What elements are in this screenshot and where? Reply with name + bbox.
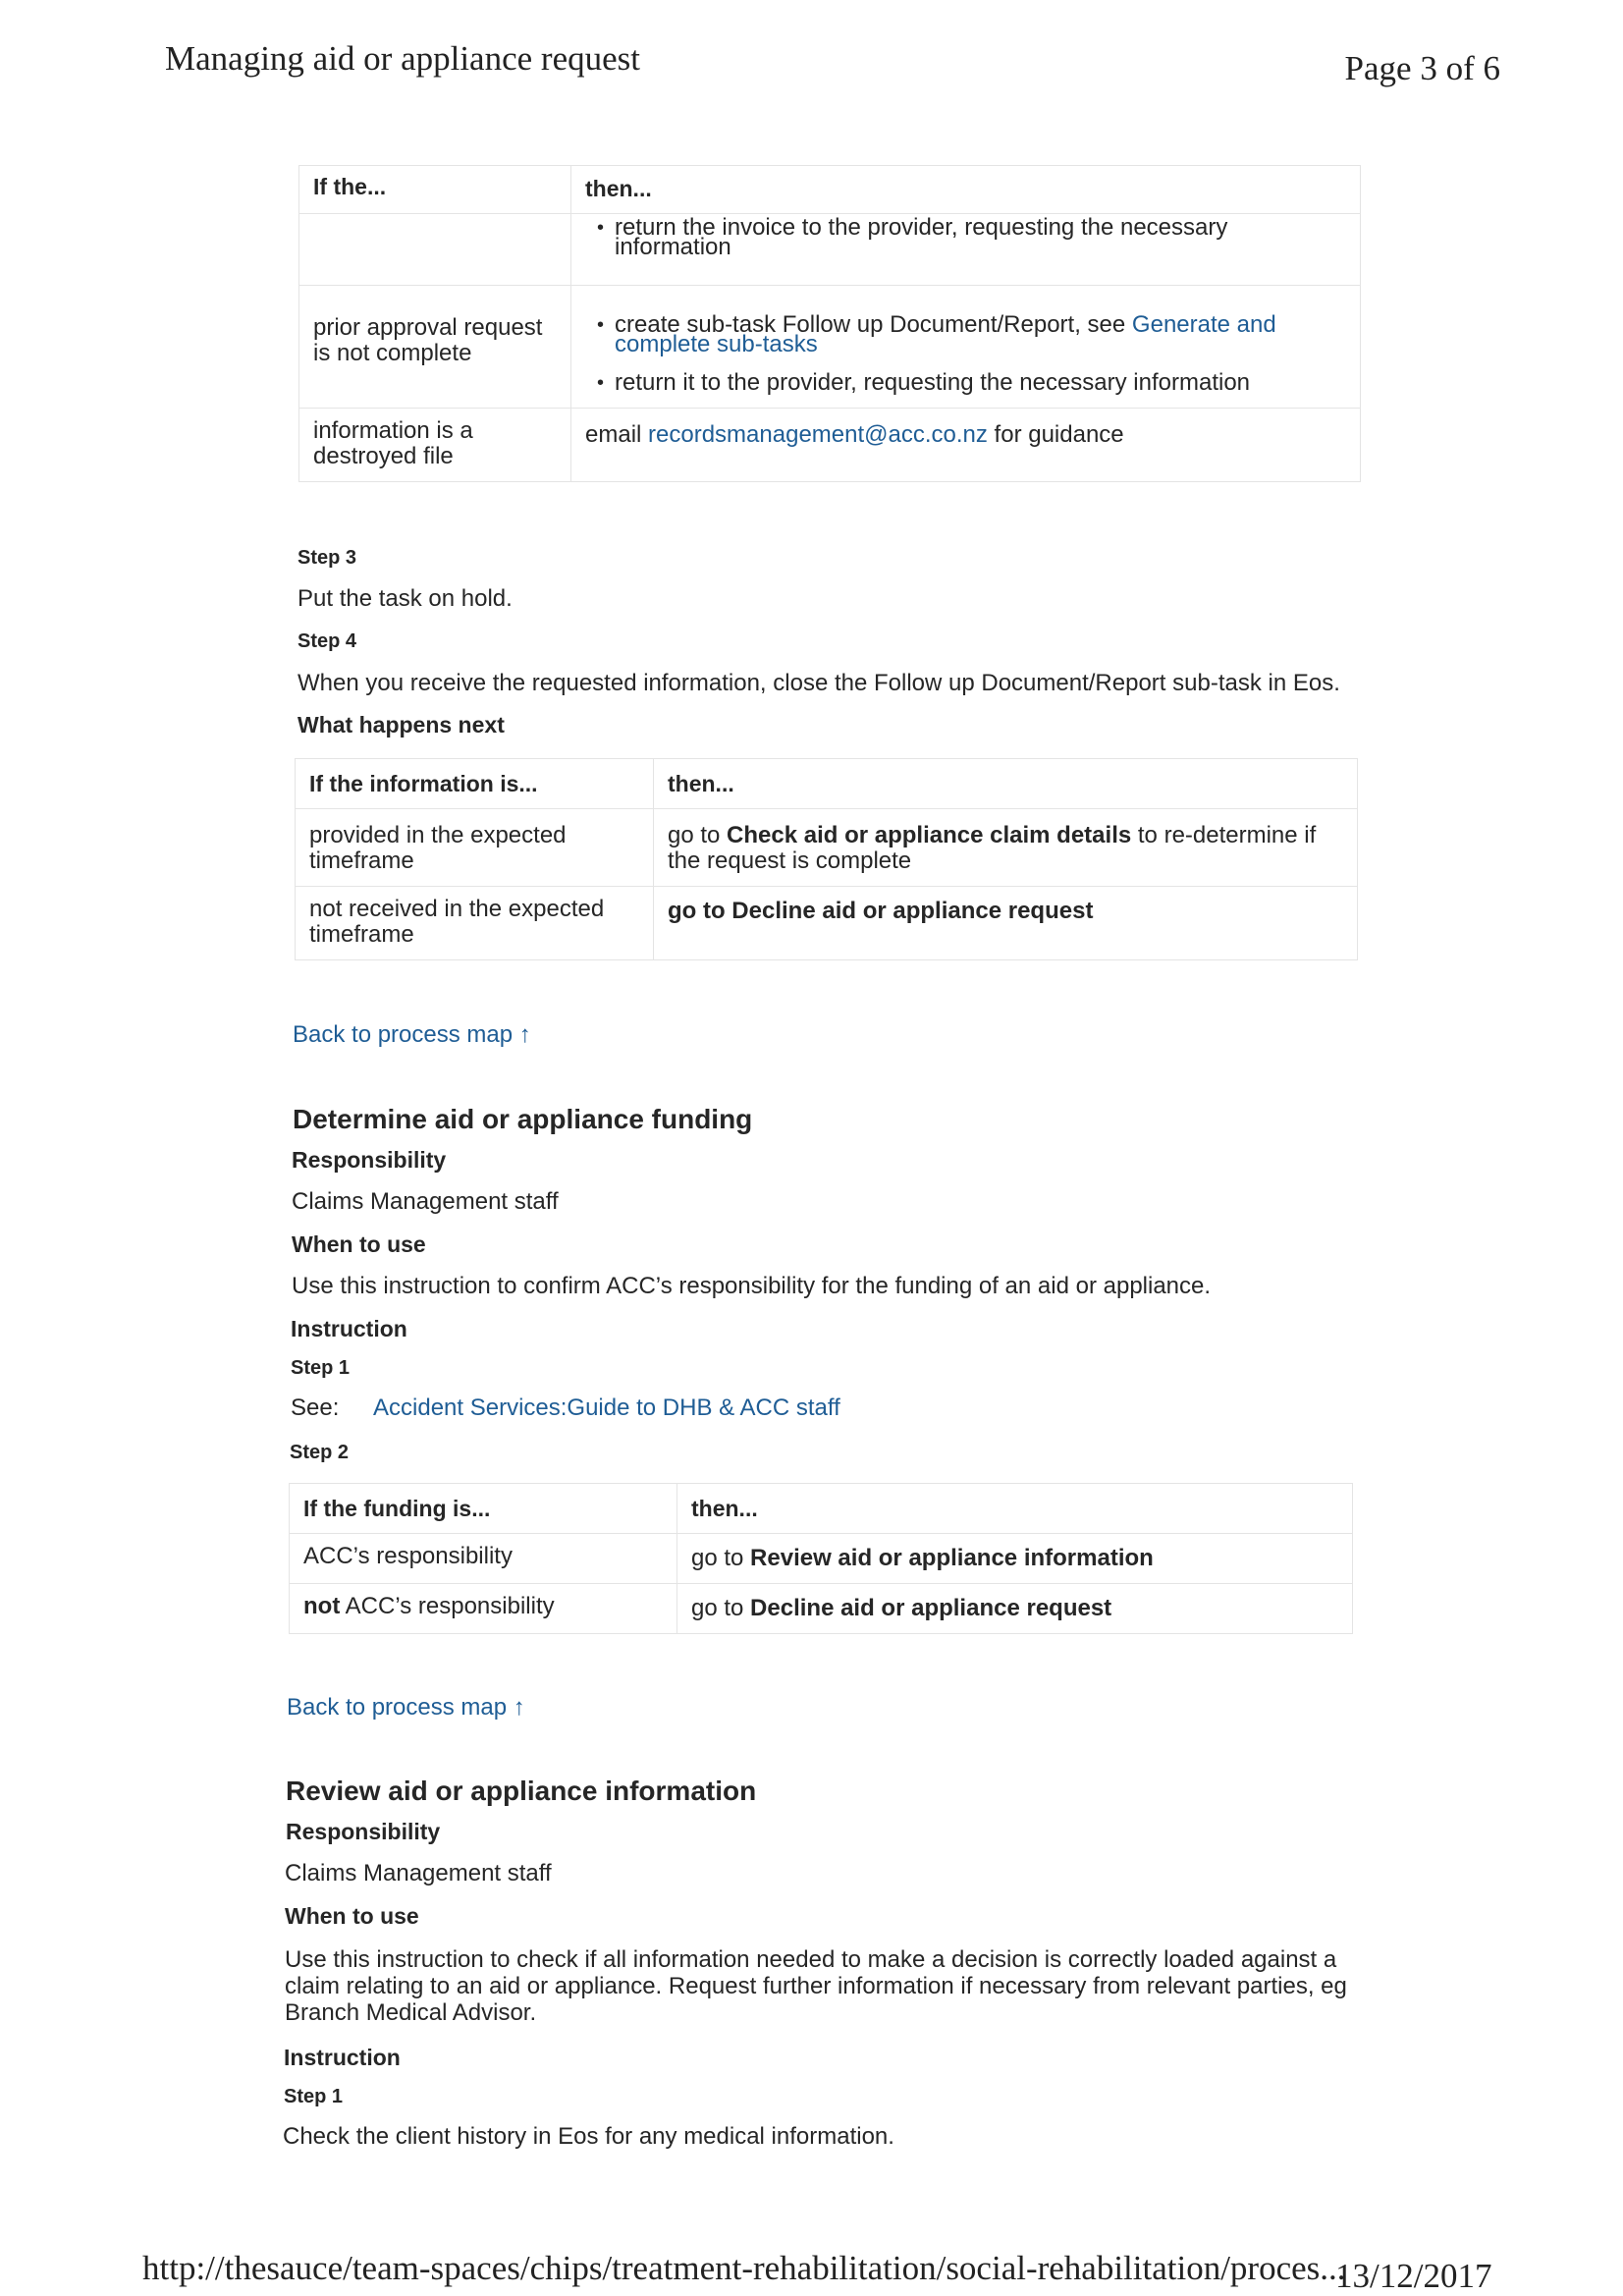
see-label: See:: [291, 1394, 340, 1421]
if-then-table-3: [289, 1483, 1353, 1634]
table-header-if: If the information is...: [296, 759, 654, 809]
table-cell: not received in the expected timeframe: [296, 887, 654, 960]
if-then-table-2: [295, 758, 1358, 960]
table-cell: [299, 214, 571, 286]
step3-text: Put the task on hold.: [298, 585, 513, 612]
step1-label: Step 1: [291, 1357, 351, 1379]
if-then-table-1: [298, 165, 1361, 482]
step1-label: Step 1: [284, 2086, 344, 2107]
instruction-label: Instruction: [284, 2045, 401, 2070]
records-email-link[interactable]: recordsmanagement@acc.co.nz: [648, 421, 988, 448]
list-item: • create sub-task Follow up Document/Report, see Generate and complete sub-tasks: [615, 315, 1302, 355]
table-cell: prior approval request is not complete: [299, 286, 571, 409]
page-number: Page 3 of 6: [1344, 49, 1500, 87]
what-happens-next: What happens next: [298, 712, 505, 738]
step4-text: When you receive the requested information, close the Follow up Document/Report sub-task in Eos.: [298, 670, 1340, 696]
back-to-process-map-link[interactable]: Back to process map ↑: [287, 1694, 525, 1721]
table-header-then: then...: [677, 1484, 1353, 1534]
list-item: • return the invoice to the provider, requesting the necessary information: [615, 218, 1263, 257]
step1-text: Check the client history in Eos for any medical information.: [283, 2123, 894, 2150]
footer-date: 13/12/2017: [1335, 2257, 1492, 2295]
table-cell: ACC’s responsibility: [290, 1534, 677, 1584]
step2-label: Step 2: [290, 1442, 350, 1463]
table-header-if: If the funding is...: [290, 1484, 677, 1534]
responsibility-label: Responsibility: [292, 1147, 447, 1173]
back-to-process-map-link[interactable]: Back to process map ↑: [293, 1021, 531, 1048]
when-to-use-text: Use this instruction to confirm ACC’s responsibility for the funding of an aid or appliance.: [292, 1273, 1212, 1299]
list-item: • return it to the provider, requesting the necessary information: [615, 370, 1346, 396]
page-header-title: Managing aid or appliance request: [165, 39, 640, 78]
responsibility-value: Claims Management staff: [292, 1188, 559, 1215]
table-cell: go to Decline aid or appliance request: [677, 1584, 1353, 1634]
accident-services-guide-link[interactable]: Accident Services:Guide to DHB & ACC staff: [373, 1394, 840, 1421]
section-title: Determine aid or appliance funding: [293, 1104, 753, 1134]
responsibility-value: Claims Management staff: [285, 1860, 552, 1886]
generate-sub-tasks-link[interactable]: Generate and complete sub-tasks: [615, 311, 1276, 357]
instruction-label: Instruction: [291, 1316, 407, 1341]
when-to-use-text: Use this instruction to check if all information needed to make a decision is correctly loaded against a claim relating to an aid or appliance. Request further information if necessary from relevant parties, eg Branch Medical Advisor.: [285, 1946, 1347, 2026]
table-header-then: then...: [654, 759, 1358, 809]
table-cell: go to Decline aid or appliance request: [654, 887, 1358, 960]
footer-url: http://thesauce/team-spaces/chips/treatment-rehabilitation/social-rehabilitation/proces...: [142, 2249, 1346, 2287]
table-cell: not ACC’s responsibility: [290, 1584, 677, 1634]
table-cell: provided in the expected timeframe: [296, 809, 654, 887]
step4-label: Step 4: [298, 630, 357, 652]
section-title: Review aid or appliance information: [286, 1776, 757, 1806]
table-cell: information is a destroyed file: [299, 409, 571, 482]
when-to-use-label: When to use: [285, 1903, 419, 1929]
table-cell: [571, 214, 1361, 286]
table-cell: go to Review aid or appliance information: [677, 1534, 1353, 1584]
responsibility-label: Responsibility: [286, 1819, 441, 1844]
step3-label: Step 3: [298, 547, 357, 569]
table-header-if: If the...: [299, 166, 571, 214]
table-cell: [571, 286, 1361, 409]
when-to-use-label: When to use: [292, 1231, 426, 1257]
table-cell: email recordsmanagement@acc.co.nz for guidance: [571, 409, 1361, 482]
table-header-then: then...: [571, 166, 1361, 214]
table-cell: go to Check aid or appliance claim details to re-determine if the request is complete: [654, 809, 1358, 887]
